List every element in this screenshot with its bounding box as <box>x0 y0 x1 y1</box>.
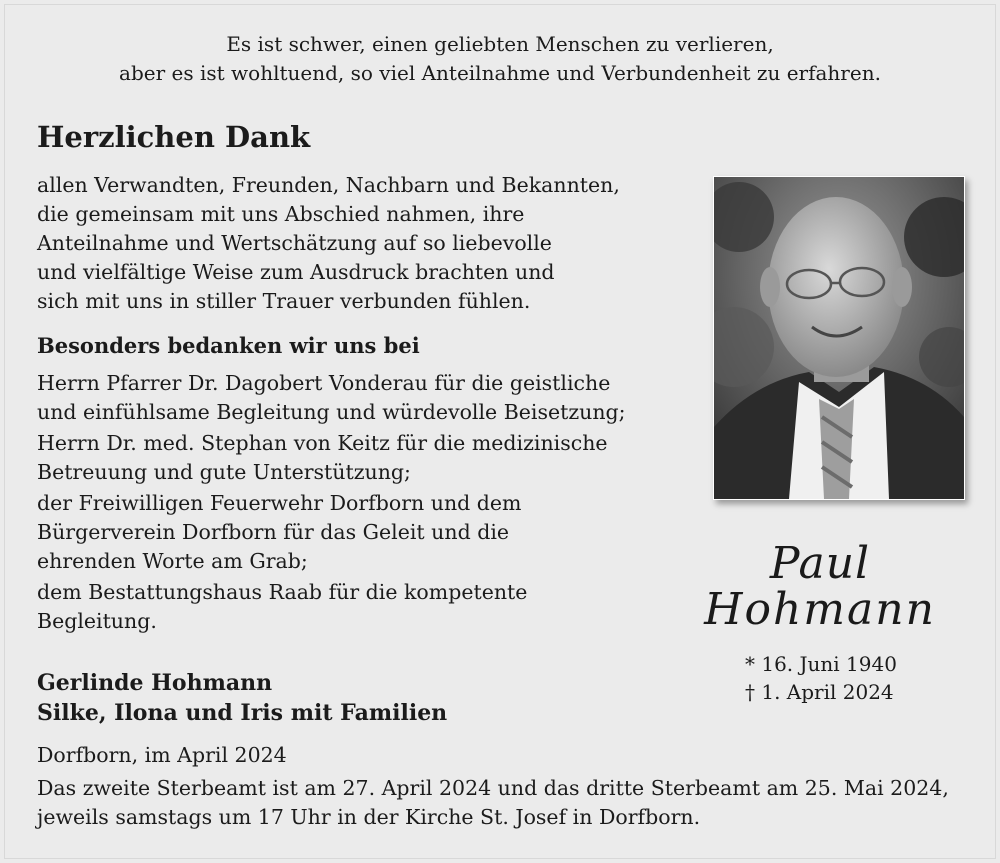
life-dates <box>745 650 897 706</box>
list-item-line: Herrn Pfarrer Dr. Dagobert Vonderau für die geistliche <box>37 371 611 395</box>
list-item-line: Begleitung. <box>37 609 157 633</box>
deceased-last-name: Hohmann <box>704 584 936 635</box>
list-item <box>37 489 626 576</box>
list-item <box>37 578 626 636</box>
note-line-1: Das zweite Sterbeamt ist am 27. April 2024 und das dritte Sterbeamt am 25. Mai 2024, <box>37 776 949 800</box>
list-item-line: ehrenden Worte am Grab; <box>37 549 308 573</box>
thanks-line: die gemeinsam mit uns Abschied nahmen, ihre <box>37 202 525 226</box>
memorial-mass-note <box>37 774 949 832</box>
special-thanks-list <box>37 369 626 638</box>
list-item-line: dem Bestattungshaus Raab für die kompetente <box>37 580 528 604</box>
family-line-2: Silke, Ilona und Iris mit Familien <box>37 700 448 726</box>
family-signature <box>37 668 447 728</box>
list-item-line: Betreuung und gute Unterstützung; <box>37 460 411 484</box>
intro-line-2: aber es ist wohltuend, so viel Anteilnahme und Verbundenheit zu erfahren. <box>119 61 881 85</box>
thanks-paragraph <box>37 171 620 316</box>
portrait-photo <box>713 176 965 500</box>
list-item-line: Herrn Dr. med. Stephan von Keitz für die medizinische <box>37 431 608 455</box>
place-date: Dorfborn, im April 2024 <box>37 743 287 767</box>
list-item <box>37 429 626 487</box>
list-item-line: der Freiwilligen Feuerwehr Dorfborn und dem <box>37 491 522 515</box>
intro-quote <box>0 30 1000 88</box>
birth-date: * 16. Juni 1940 <box>745 652 897 676</box>
special-thanks-heading: Besonders bedanken wir uns bei <box>37 333 420 358</box>
thanks-line: allen Verwandten, Freunden, Nachbarn und Bekannten, <box>37 173 620 197</box>
note-line-2: jeweils samstags um 17 Uhr in der Kirche St. Josef in Dorfborn. <box>37 805 701 829</box>
portrait-image <box>714 177 964 499</box>
thanks-line: Anteilnahme und Wertschätzung auf so liebevolle <box>37 231 552 255</box>
family-line-1: Gerlinde Hohmann <box>37 670 273 696</box>
deceased-first-name: Paul <box>769 538 871 589</box>
thanks-line: und vielfältige Weise zum Ausdruck brachten und <box>37 260 555 284</box>
list-item-line: Bürgerverein Dorfborn für das Geleit und die <box>37 520 510 544</box>
page-title: Herzlichen Dank <box>37 120 311 154</box>
list-item-line: und einfühlsame Begleitung und würdevolle Beisetzung; <box>37 400 626 424</box>
list-item <box>37 369 626 427</box>
thanks-line: sich mit uns in stiller Trauer verbunden fühlen. <box>37 289 531 313</box>
death-date: † 1. April 2024 <box>745 680 894 704</box>
intro-line-1: Es ist schwer, einen geliebten Menschen zu verlieren, <box>226 32 774 56</box>
